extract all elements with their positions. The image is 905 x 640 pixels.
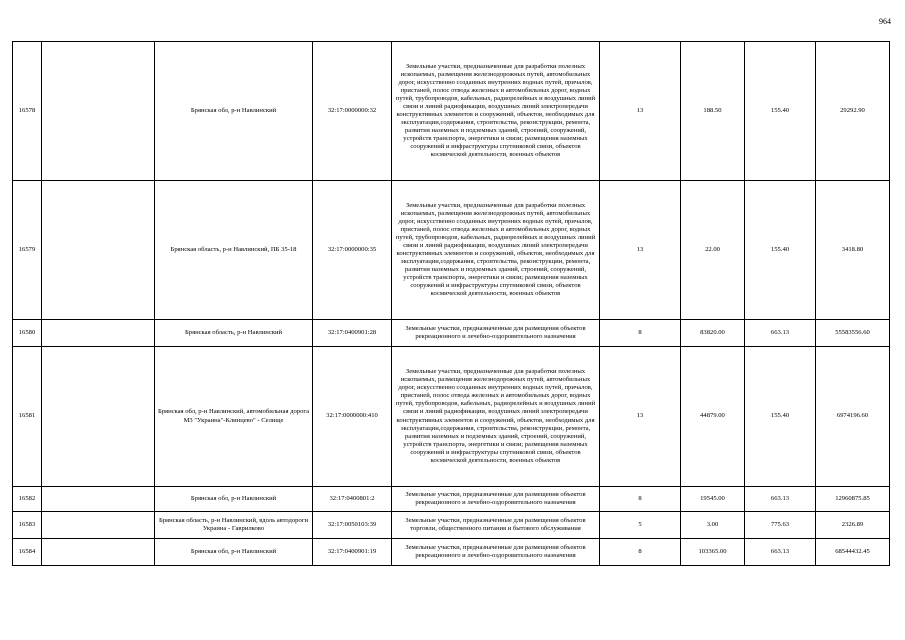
address-cell: Брянская область, р-н Навлинский, ПБ 35-18 bbox=[155, 181, 313, 320]
table-row bbox=[13, 320, 890, 347]
group-cell: 13 bbox=[600, 42, 681, 181]
table-row bbox=[13, 539, 890, 566]
group-cell: 8 bbox=[600, 487, 681, 512]
row-number: 16579 bbox=[13, 181, 42, 320]
rate-cell: 663.13 bbox=[745, 320, 816, 347]
empty-cell bbox=[42, 512, 155, 539]
rate-cell: 775.63 bbox=[745, 512, 816, 539]
address-cell: Брянская обл, р-н Навлинский bbox=[155, 42, 313, 181]
cadastral-number-cell: 32:17:0400901:28 bbox=[313, 320, 392, 347]
cadastral-number-cell: 32:17:0400801:2 bbox=[313, 487, 392, 512]
cadastral-value-cell: 12960875.85 bbox=[816, 487, 890, 512]
row-number: 16578 bbox=[13, 42, 42, 181]
table-row bbox=[13, 181, 890, 320]
empty-cell bbox=[42, 539, 155, 566]
land-purpose-cell: Земельные участки, предназначенные для разработки полезных ископаемых, размещения железнодорожных путей, автомобильных дорог, искусственно созданных внутренних водных путей, причалов, пристаней, полос отвода железных и автомобильных дорог, водных путей, трубопроводов, кабельных, радиорелейных и воздушных линий связи и линий радиофикации, воздушных линий электропередачи конструктивных элементов и сооружений, объектов, необходимых для эксплуатации,содержания, строительства, реконструкции, ремонта, развития наземных и подземных зданий, строений, сооружений, устройств транспорта, энергетики и связи; размещения наземных сооружений и инфраструктуры спутниковой связи, объектов космической деятельности, военных объектов bbox=[392, 181, 600, 320]
table-row bbox=[13, 347, 890, 487]
empty-cell bbox=[42, 181, 155, 320]
address-cell: Брянская область, р-н Навлинский, вдоль автодороги Украина - Гаврилково bbox=[155, 512, 313, 539]
land-purpose-cell: Земельные участки, предназначенные для размещения объектов торговли, общественного питания и бытового обслуживания bbox=[392, 512, 600, 539]
row-number: 16581 bbox=[13, 347, 42, 487]
cadastral-number-cell: 32:17:0400901:19 bbox=[313, 539, 392, 566]
area-cell: 22.00 bbox=[681, 181, 745, 320]
cadastral-number-cell: 32:17:0000000:32 bbox=[313, 42, 392, 181]
group-cell: 13 bbox=[600, 181, 681, 320]
rate-cell: 663.13 bbox=[745, 487, 816, 512]
empty-cell bbox=[42, 42, 155, 181]
cadastral-number-cell: 32:17:0000000:35 bbox=[313, 181, 392, 320]
rate-cell: 155.40 bbox=[745, 347, 816, 487]
group-cell: 8 bbox=[600, 320, 681, 347]
empty-cell bbox=[42, 320, 155, 347]
cadastral-value-cell: 2326.89 bbox=[816, 512, 890, 539]
area-cell: 3.00 bbox=[681, 512, 745, 539]
land-purpose-cell: Земельные участки, предназначенные для размещения объектов рекреационного и лечебно-оздоровительного назначения bbox=[392, 539, 600, 566]
address-cell: Брянская область, р-н Навлинский bbox=[155, 320, 313, 347]
row-number: 16582 bbox=[13, 487, 42, 512]
rate-cell: 663.13 bbox=[745, 539, 816, 566]
group-cell: 13 bbox=[600, 347, 681, 487]
land-purpose-cell: Земельные участки, предназначенные для разработки полезных ископаемых, размещения железнодорожных путей, автомобильных дорог, искусственно созданных внутренних водных путей, причалов, пристаней, полос отвода железных и автомобильных дорог, водных путей, трубопроводов, кабельных, радиорелейных и воздушных линий связи и линий радиофикации, воздушных линий электропередачи конструктивных элементов и сооружений, объектов, необходимых для эксплуатации,содержания, строительства, реконструкции, ремонта, развития наземных и подземных зданий, строений, сооружений, устройств транспорта, энергетики и связи; размещения наземных сооружений и инфраструктуры спутниковой связи, объектов космической деятельности, военных объектов bbox=[392, 42, 600, 181]
address-cell: Брянская обл, р-н Навлинский bbox=[155, 487, 313, 512]
address-cell: Брянская обл, р-н Навлинский bbox=[155, 539, 313, 566]
land-registry-table bbox=[12, 41, 890, 566]
row-number: 16580 bbox=[13, 320, 42, 347]
table-row bbox=[13, 512, 890, 539]
area-cell: 83820.00 bbox=[681, 320, 745, 347]
cadastral-value-cell: 68544432.45 bbox=[816, 539, 890, 566]
area-cell: 44879.00 bbox=[681, 347, 745, 487]
group-cell: 8 bbox=[600, 539, 681, 566]
area-cell: 103365.00 bbox=[681, 539, 745, 566]
area-cell: 188.50 bbox=[681, 42, 745, 181]
table-row bbox=[13, 487, 890, 512]
cadastral-value-cell: 29292.90 bbox=[816, 42, 890, 181]
cadastral-value-cell: 6974196.60 bbox=[816, 347, 890, 487]
cadastral-number-cell: 32:17:0000000:410 bbox=[313, 347, 392, 487]
land-purpose-cell: Земельные участки, предназначенные для размещения объектов рекреационного и лечебно-оздоровительного назначения bbox=[392, 320, 600, 347]
empty-cell bbox=[42, 347, 155, 487]
cadastral-value-cell: 55583556.60 bbox=[816, 320, 890, 347]
address-cell: Брянская обл, р-н Навлинский, автомобильная дорога М3 "Украина"-Клинцево" - Селище bbox=[155, 347, 313, 487]
cadastral-number-cell: 32:17:0050103:39 bbox=[313, 512, 392, 539]
area-cell: 19545.00 bbox=[681, 487, 745, 512]
land-purpose-cell: Земельные участки, предназначенные для размещения объектов рекреационного и лечебно-оздоровительного назначения bbox=[392, 487, 600, 512]
row-number: 16584 bbox=[13, 539, 42, 566]
rate-cell: 155.40 bbox=[745, 42, 816, 181]
cadastral-value-cell: 3418.80 bbox=[816, 181, 890, 320]
land-purpose-cell: Земельные участки, предназначенные для разработки полезных ископаемых, размещения железнодорожных путей, автомобильных дорог, искусственно созданных внутренних водных путей, причалов, пристаней, полос отвода железных и автомобильных дорог, водных путей, трубопроводов, кабельных, радиорелейных и воздушных линий связи и линий радиофикации, воздушных линий электропередачи конструктивных элементов и сооружений, объектов, необходимых для эксплуатации,содержания, строительства, реконструкции, ремонта, развития наземных и подземных зданий, строений, сооружений, устройств транспорта, энергетики и связи; размещения наземных сооружений и инфраструктуры спутниковой связи, объектов космической деятельности, военных объектов bbox=[392, 347, 600, 487]
rate-cell: 155.40 bbox=[745, 181, 816, 320]
table-row bbox=[13, 42, 890, 181]
page-number: 964 bbox=[879, 17, 891, 26]
empty-cell bbox=[42, 487, 155, 512]
group-cell: 5 bbox=[600, 512, 681, 539]
row-number: 16583 bbox=[13, 512, 42, 539]
